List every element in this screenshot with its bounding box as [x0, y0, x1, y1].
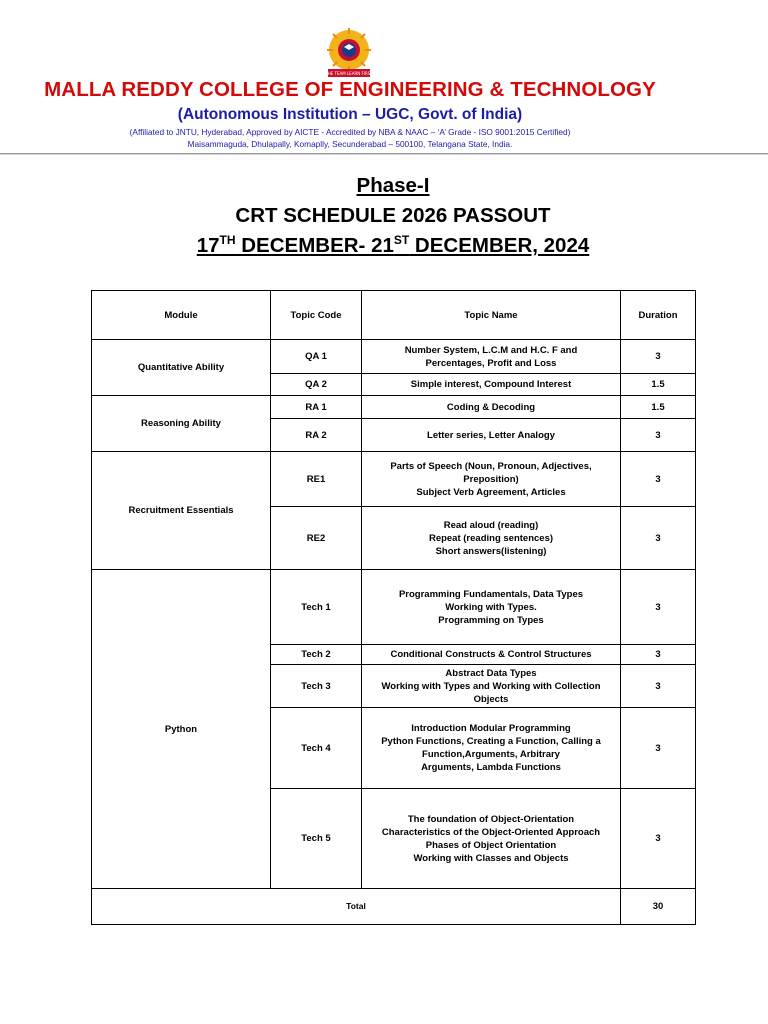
- address-text: Maisammaguda, Dhulapally, Komaplly, Secunderabad – 500100, Telangana State, India.: [187, 139, 513, 149]
- date-range: 17TH DECEMBER- 21ST DECEMBER, 2024: [196, 233, 590, 257]
- module-cell: Quantitative Ability: [92, 340, 271, 396]
- table-row: [92, 452, 696, 507]
- topic-name-cell: Simple interest, Compound Interest: [362, 374, 621, 396]
- topic-name-cell: Conditional Constructs & Control Structures: [362, 645, 621, 665]
- topic-name-cell: Parts of Speech (Noun, Pronoun, Adjectives, Preposition) Subject Verb Agreement, Articles: [362, 452, 621, 507]
- header-topic-name: Topic Name: [362, 291, 621, 340]
- topic-name-cell: Programming Fundamentals, Data Types Working with Types. Programming on Types: [362, 570, 621, 645]
- topic-name-cell: Letter series, Letter Analogy: [362, 419, 621, 452]
- duration-cell: 3: [621, 452, 696, 507]
- schedule-table: [91, 290, 696, 925]
- duration-cell: 3: [621, 340, 696, 374]
- duration-cell: 1.5: [621, 374, 696, 396]
- topic-code-cell: RA 1: [271, 396, 362, 419]
- duration-cell: 3: [621, 570, 696, 645]
- topic-code-cell: Tech 4: [271, 708, 362, 789]
- total-label: Total: [92, 889, 621, 925]
- topic-code-cell: RE1: [271, 452, 362, 507]
- topic-code-cell: Tech 3: [271, 665, 362, 708]
- topic-code-cell: QA 1: [271, 340, 362, 374]
- college-name: MALLA REDDY COLLEGE OF ENGINEERING & TECHNOLOGY: [44, 78, 656, 101]
- module-cell: Recruitment Essentials: [92, 452, 271, 570]
- topic-name-cell: Abstract Data Types Working with Types and Working with Collection Objects: [362, 665, 621, 708]
- header-module: Module: [92, 291, 271, 340]
- topic-code-cell: RE2: [271, 507, 362, 570]
- college-logo: [320, 28, 378, 80]
- autonomous-status: (Autonomous Institution – UGC, Govt. of India): [177, 106, 523, 123]
- duration-cell: 1.5: [621, 396, 696, 419]
- duration-cell: 3: [621, 419, 696, 452]
- module-cell: Python: [92, 570, 271, 889]
- topic-name-cell: Number System, L.C.M and H.C. F and Percentages, Profit and Loss: [362, 340, 621, 374]
- topic-code-cell: Tech 5: [271, 789, 362, 889]
- module-cell: Reasoning Ability: [92, 396, 271, 452]
- duration-cell: 3: [621, 665, 696, 708]
- schedule-title: CRT SCHEDULE 2026 PASSOUT: [235, 204, 551, 227]
- table-header-row: [92, 291, 696, 340]
- total-value: 30: [621, 889, 696, 925]
- header-divider: [0, 153, 768, 155]
- table-row: [92, 396, 696, 419]
- duration-cell: 3: [621, 708, 696, 789]
- table-row: [92, 340, 696, 374]
- duration-cell: 3: [621, 789, 696, 889]
- topic-code-cell: RA 2: [271, 419, 362, 452]
- duration-cell: 3: [621, 645, 696, 665]
- topic-name-cell: The foundation of Object-Orientation Characteristics of the Object-Oriented Approach Phases of Object Orientation Working with Classes and Objects: [362, 789, 621, 889]
- header-topic-code: Topic Code: [271, 291, 362, 340]
- total-row: [92, 889, 696, 925]
- header-duration: Duration: [621, 291, 696, 340]
- affiliation-text: (Affiliated to JNTU, Hyderabad, Approved by AICTE - Accredited by NBA & NAAC – ‘A’ Grade - ISO 9001:2015 Certified): [129, 127, 571, 137]
- topic-name-cell: Read aloud (reading) Repeat (reading sentences) Short answers(listening): [362, 507, 621, 570]
- topic-code-cell: Tech 1: [271, 570, 362, 645]
- phase-title: Phase-I: [356, 174, 430, 197]
- duration-cell: 3: [621, 507, 696, 570]
- topic-name-cell: Coding & Decoding: [362, 396, 621, 419]
- affiliation-block: [0, 126, 700, 150]
- topic-code-cell: Tech 2: [271, 645, 362, 665]
- table-row: [92, 570, 696, 645]
- topic-name-cell: Introduction Modular Programming Python Functions, Creating a Function, Calling a Function,Arguments, Arbitrary Arguments, Lambda Functions: [362, 708, 621, 789]
- logo-ribbon-text: THE TEAM LEARN FIRST: [325, 71, 373, 76]
- topic-code-cell: QA 2: [271, 374, 362, 396]
